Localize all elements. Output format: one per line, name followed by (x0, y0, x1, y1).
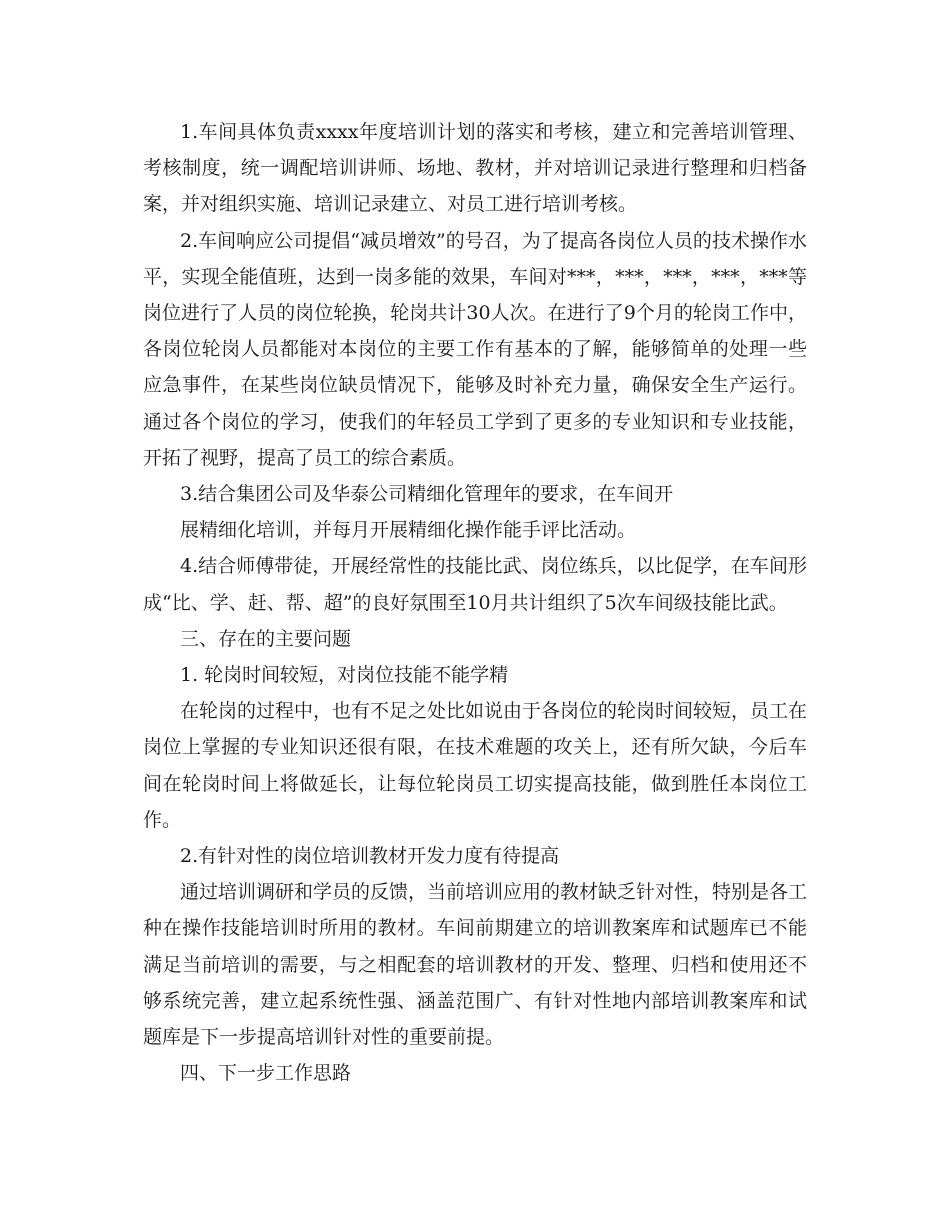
subheading-teaching-materials: 2.有针对性的岗位培训教材开发力度有待提高 (180, 845, 560, 868)
paragraph-job-rotation: 2.车间响应公司提倡“减员增效”的号召，为了提高各岗位人员的技术操作水平，实现全能值班，达到一岗多能的效果，车间对***，***，***，***，***等岗位进行了人员的岗位轮换，轮岗共计30人次。在进行了9个月的轮岗工作中，各岗位轮岗人员都能对本岗位的主要工作有基本的了解，能够简单的处理一些应急事件，在某些岗位缺员情况下，能够及时补充力量，确保安全生产运行。通过各个岗位的学习，使我们的年轻员工学到了更多的专业知识和专业技能，开拓了视野，提高了员工的综合素质。 (143, 229, 807, 469)
paragraph-refined-management: 3.结合集团公司及华泰公司精细化管理年的要求，在车间开 (180, 483, 674, 506)
document-body (143, 114, 807, 1091)
section-heading-next-steps: 四、下一步工作思路 (180, 1062, 352, 1085)
paragraph-materials-problem: 通过培训调研和学员的反馈，当前培训应用的教材缺乏针对性，特别是各工种在操作技能培训时所用的教材。车间前期建立的培训教案库和试题库已不能满足当前培训的需要，与之相配套的培训教材的开发、整理、归档和使用还不够系统完善，建立起系统性强、涵盖范围广、有针对性地内部培训教案库和试题库是下一步提高培训针对性的重要前提。 (143, 881, 808, 1049)
subheading-rotation-time: 1. 轮岗时间较短，对岗位技能不能学精 (180, 664, 509, 687)
section-heading-main-problems: 三、存在的主要问题 (180, 627, 352, 650)
paragraph-training-plan: 1.车间具体负责xxxx年度培训计划的落实和考核，建立和完善培训管理、考核制度，统一调配培训讲师、场地、教材，并对培训记录进行整理和归档备案，并对组织实施、培训记录建立、对员工进行培训考核。 (143, 121, 807, 216)
paragraph-refined-training: 展精细化培训，并每月开展精细化操作能手评比活动。 (180, 519, 637, 542)
paragraph-rotation-problem: 在轮岗的过程中，也有不足之处比如说由于各岗位的轮岗时间较短，员工在岗位上掌握的专业知识还很有限，在技术难题的攻关上，还有所欠缺，今后车间在轮岗时间上将做延长，让每位轮岗员工切实提高技能，做到胜任本岗位工作。 (143, 700, 808, 831)
paragraph-skill-competition: 4.结合师傅带徒，开展经常性的技能比武、岗位练兵，以比促学，在车间形成“比、学、赶、帮、超”的良好氛围至10月共计组织了5次车间级技能比武。 (143, 555, 807, 614)
